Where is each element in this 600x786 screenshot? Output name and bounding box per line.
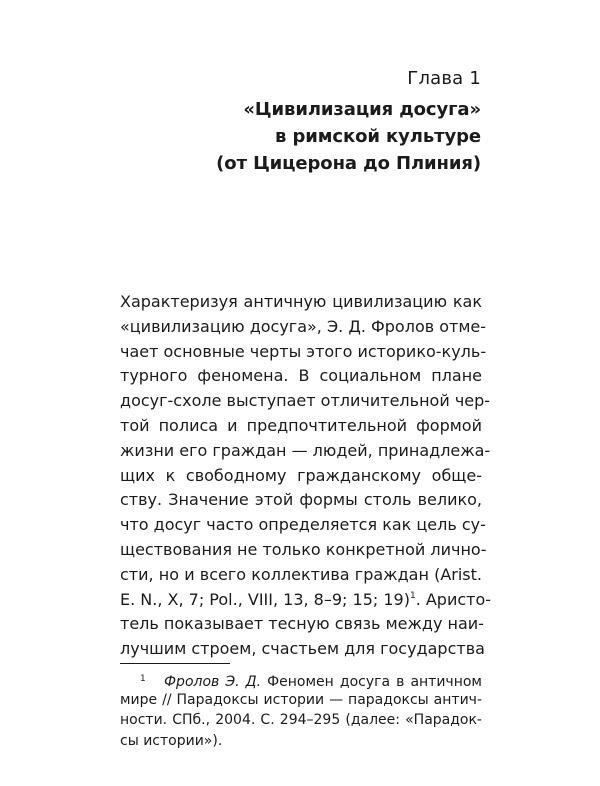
body-line-with-footnote-ref [120, 588, 492, 613]
body-line: ству. Значение этой формы столь велико, [120, 490, 482, 510]
body-line-text: . Аристо- [415, 589, 492, 609]
body-line: жизни его граждан — людей, принадлежа- [120, 440, 491, 460]
chapter-title-line-3: (от Цицерона до Плиния) [216, 153, 481, 174]
body-line: досуг-схоле выступает отличительной чер- [120, 391, 491, 411]
footnote-line: ности. СПб., 2004. С. 294–295 (далее: «Парадок- [120, 712, 482, 728]
chapter-title-line-1: «Цивилизация досуга» [243, 99, 481, 120]
body-line: что досуг часто определяется как цель су- [120, 515, 486, 535]
footnote-line [120, 669, 482, 690]
footnote-text: Феномен досуга в античном [261, 674, 482, 690]
body-line: Характеризуя античную цивилизацию как [120, 292, 482, 311]
footnote-divider [120, 663, 230, 664]
chapter-title-line-2: в римской культуре [275, 126, 481, 147]
body-line: той полиса и предпочтительной формой [120, 415, 482, 435]
chapter-label: Глава 1 [407, 68, 481, 89]
body-line: чает основные черты этого историко-куль- [120, 341, 487, 361]
footnote-line: сы истории»). [120, 732, 223, 749]
chapter-heading [101, 66, 481, 177]
footnote-line: мире // Парадоксы истории — парадоксы антич- [120, 691, 482, 708]
body-line: сти, но и всего коллектива граждан (Arist. [120, 564, 482, 584]
body-line: щих к свободному гражданскому обще- [120, 465, 482, 485]
body-line: турного феномена. В социальном плане [120, 366, 482, 386]
body-line: лучшим строем, счастьем для государства [120, 639, 485, 659]
footnotes [120, 669, 482, 751]
body-line: тель показывает тесную связь между наи- [120, 614, 484, 634]
footnote-reference[interactable]: 1 [409, 590, 416, 601]
body-line: «цивилизацию досуга», Э. Д. Фролов отме- [120, 316, 487, 336]
footnote-author: Фролов Э. Д. [164, 674, 262, 690]
body-line-text: E. N., X, 7; Pol., VIII, 13, 8–9; 15; 19) [120, 589, 410, 609]
body-paragraph [120, 290, 492, 662]
footnote-marker: 1 [140, 674, 146, 684]
body-line: ществования не только конкретной лично- [120, 539, 487, 559]
